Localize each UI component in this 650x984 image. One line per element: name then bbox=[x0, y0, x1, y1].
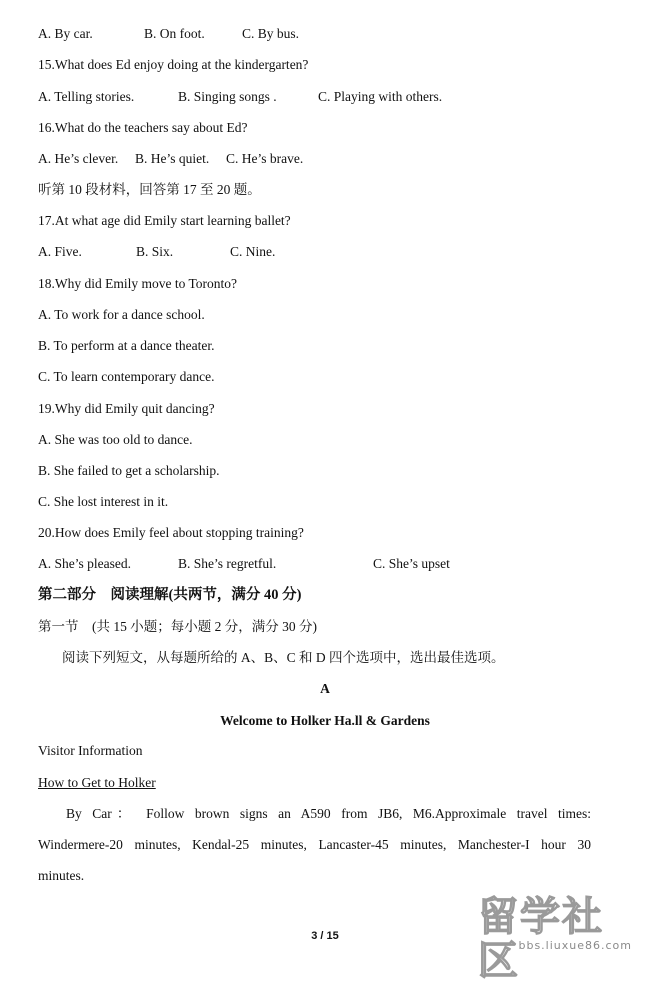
q20-option-c: C. She’s upset bbox=[373, 556, 450, 571]
by-car-line-2: Windermere-20 minutes, Kendal-25 minutes, Lancaster-45 minutes, Manchester-I hour 30 bbox=[38, 837, 591, 852]
watermark-logo-text: 留学社区 bbox=[478, 894, 604, 984]
q16-question: 16.What do the teachers say about Ed? bbox=[38, 120, 248, 135]
q17-options bbox=[38, 243, 618, 261]
q19-question: 19.Why did Emily quit dancing? bbox=[38, 401, 215, 416]
reading-instruction: 阅读下列短文，从每题所给的 A、B、C 和 D 四个选项中，选出最佳选项。 bbox=[62, 650, 505, 665]
site-watermark bbox=[478, 894, 638, 984]
q17-option-a: A. Five. bbox=[38, 244, 82, 259]
q18-option-a: A. To work for a dance school. bbox=[38, 307, 205, 322]
q14-option-b: B. On foot. bbox=[144, 26, 205, 41]
q16-option-c: C. He’s brave. bbox=[226, 151, 304, 166]
watermark-url: bbs.liuxue86.com bbox=[518, 939, 632, 952]
q20-question: 20.How does Emily feel about stopping training? bbox=[38, 525, 304, 540]
q19-option-a: A. She was too old to dance. bbox=[38, 432, 193, 447]
q20-options bbox=[38, 555, 618, 573]
passage-letter: A bbox=[320, 681, 330, 696]
part2-heading: 第二部分 阅读理解(共两节，满分 40 分) bbox=[38, 587, 302, 603]
q17-option-b: B. Six. bbox=[136, 244, 174, 259]
q15-question: 15.What does Ed enjoy doing at the kindergarten? bbox=[38, 57, 309, 72]
q15-option-c: C. Playing with others. bbox=[318, 89, 443, 104]
visitor-info-label: Visitor Information bbox=[38, 743, 143, 758]
q15-option-b: B. Singing songs . bbox=[178, 89, 277, 104]
section1-heading: 第一节 (共 15 小题；每小题 2 分，满分 30 分) bbox=[38, 619, 317, 634]
q19-option-b: B. She failed to get a scholarship. bbox=[38, 463, 220, 478]
q16-options bbox=[38, 150, 618, 168]
how-to-get-heading: How to Get to Holker bbox=[38, 775, 156, 790]
q14-option-a: A. By car. bbox=[38, 26, 93, 41]
q19-option-c: C. She lost interest in it. bbox=[38, 494, 169, 509]
q20-option-b: B. She’s regretful. bbox=[178, 556, 277, 571]
passage-title: Welcome to Holker Ha.ll & Gardens bbox=[220, 713, 430, 728]
q18-option-c: C. To learn contemporary dance. bbox=[38, 369, 215, 384]
q15-options bbox=[38, 88, 618, 106]
q16-option-a: A. He’s clever. bbox=[38, 151, 119, 166]
q18-option-b: B. To perform at a dance theater. bbox=[38, 338, 215, 353]
q20-option-a: A. She’s pleased. bbox=[38, 556, 131, 571]
q17-question: 17.At what age did Emily start learning ballet? bbox=[38, 213, 291, 228]
q14-options bbox=[38, 25, 618, 43]
q15-option-a: A. Telling stories. bbox=[38, 89, 135, 104]
q17-option-c: C. Nine. bbox=[230, 244, 276, 259]
q18-question: 18.Why did Emily move to Toronto? bbox=[38, 276, 238, 291]
page-number: 3 / 15 bbox=[311, 930, 339, 942]
q16-option-b: B. He’s quiet. bbox=[135, 151, 210, 166]
q14-option-c: C. By bus. bbox=[242, 26, 300, 41]
by-car-line-3: minutes. bbox=[38, 868, 85, 883]
by-car-line-1: By Car： Follow brown signs an A590 from JB6, M6.Approximale travel times: bbox=[66, 806, 591, 821]
section10-instruction: 听第 10 段材料，回答第 17 至 20 题。 bbox=[38, 182, 261, 197]
